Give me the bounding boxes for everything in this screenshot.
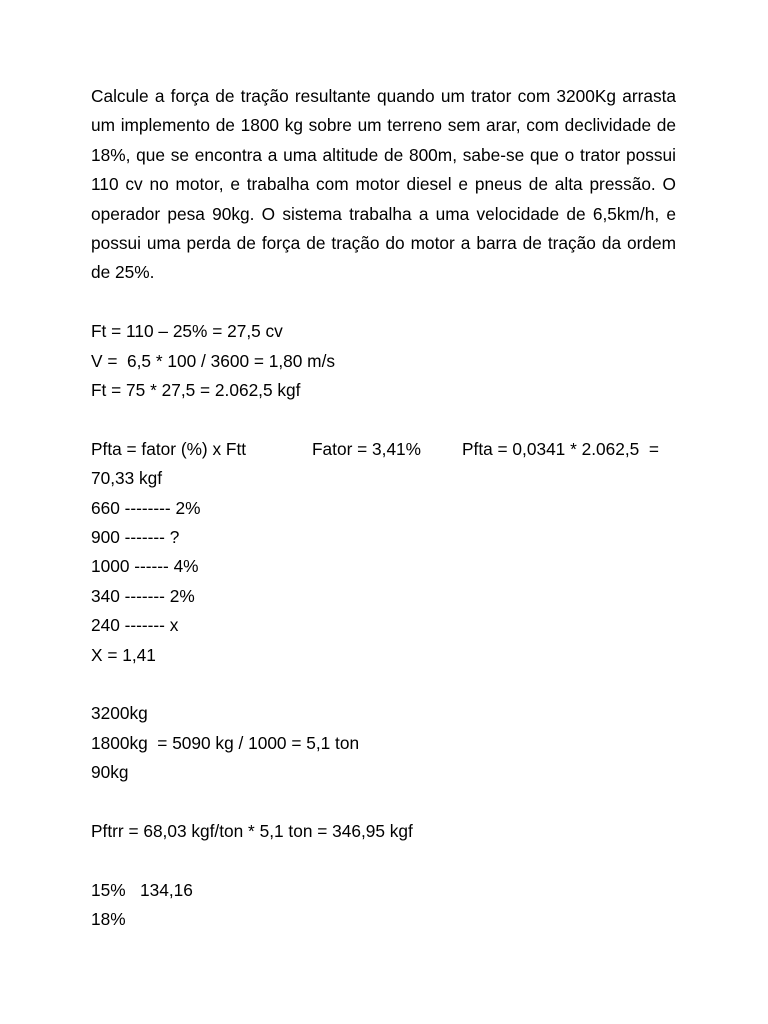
slope-line: 15% 134,16 [91, 879, 193, 900]
problem-statement: Calcule a força de tração resultante quando um trator com 3200Kg arrasta um implemento de 1800 kg sobre um terreno sem arar, com declividade de 18%, que se encontra a uma altitude de 800m, sabe-se que o trator possui 110 cv no motor, e trabalha com motor diesel e pneus de alta pressão. O operador pesa 90kg. O sistema trabalha a uma velocidade de 6,5km/h, e possui uma perda de força de tração do motor a barra de tração da ordem de 25%. [91, 86, 676, 283]
interpolation-line: 1000 ------ 4% [91, 556, 199, 577]
spacer [91, 288, 676, 317]
interpolation-line: 660 -------- 2% [91, 497, 201, 518]
weight-line: 90kg [91, 762, 129, 783]
pfta-result: 70,33 kgf [91, 468, 163, 489]
weight-line: 3200kg [91, 703, 148, 724]
spacer [91, 670, 676, 699]
interpolation-result: X = 1,41 [91, 644, 156, 665]
spacer [91, 787, 676, 816]
force-kgf-line: Ft = 75 * 27,5 = 2.062,5 kgf [91, 380, 301, 401]
pfta-calculation: Pfta = 0,0341 * 2.062,5 = [462, 438, 659, 459]
pfta-row [91, 435, 676, 464]
interpolation-line: 340 ------- 2% [91, 585, 195, 606]
pfta-formula: Pfta = fator (%) x Ftt [91, 438, 247, 459]
document-page [91, 82, 676, 934]
tractive-force-line: Ft = 110 – 25% = 27,5 cv [91, 321, 283, 342]
weight-sum-line: 1800kg = 5090 kg / 1000 = 5,1 ton [91, 732, 360, 753]
spacer [91, 405, 676, 434]
pfta-factor: Fator = 3,41% [312, 438, 422, 459]
velocity-line: V = 6,5 * 100 / 3600 = 1,80 m/s [91, 350, 336, 371]
pftrr-line: Pftrr = 68,03 kgf/ton * 5,1 ton = 346,95 kgf [91, 820, 413, 841]
interpolation-line: 240 ------- x [91, 615, 179, 636]
slope-line: 18% [91, 909, 126, 930]
interpolation-line: 900 ------- ? [91, 526, 180, 547]
spacer [91, 846, 676, 875]
